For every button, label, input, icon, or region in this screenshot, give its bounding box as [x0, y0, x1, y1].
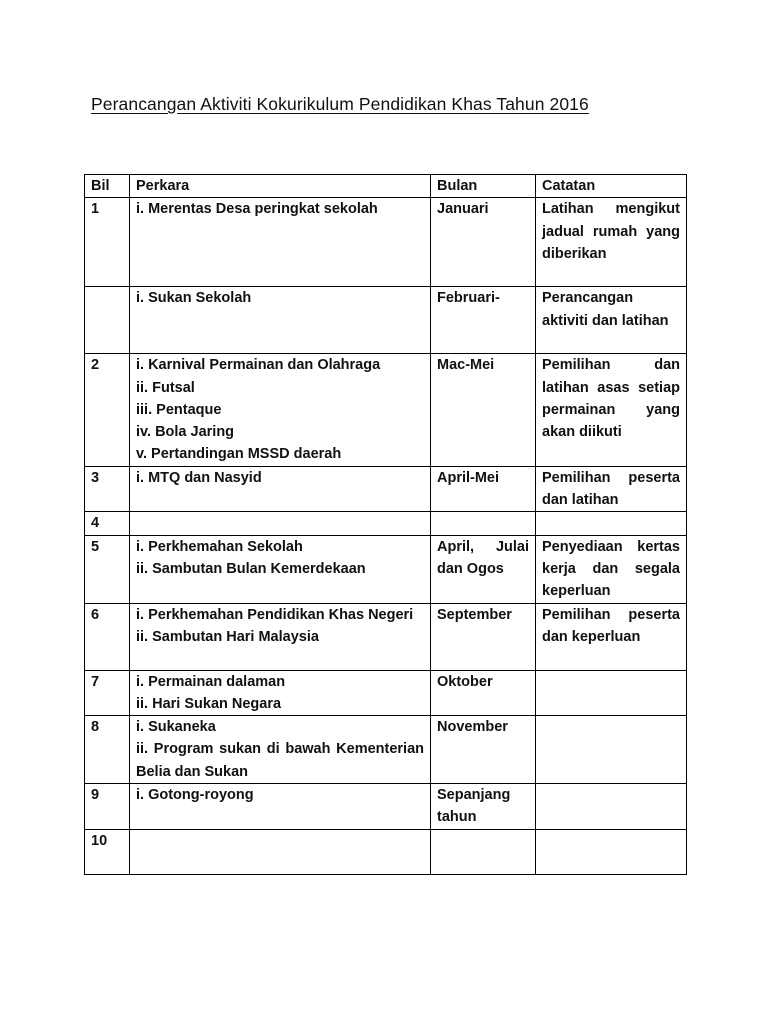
perkara-item: i. Sukan Sekolah [136, 290, 252, 307]
cell-bil: 5 [85, 535, 130, 603]
perkara-item: i. Gotong-royong [136, 787, 254, 804]
page-title: Perancangan Aktiviti Kokurikulum Pendidikan Khas Tahun 2016 [91, 94, 589, 114]
cell-bil: 7 [85, 670, 130, 716]
table-row [85, 784, 687, 830]
table-row [85, 466, 687, 512]
cell-bil: 1 [85, 198, 130, 287]
cell-catatan: Pemilihan peserta dan latihan [536, 466, 687, 512]
table-row [85, 670, 687, 716]
perkara-item: ii. Sambutan Bulan Kemerdekaan [136, 560, 366, 577]
perkara-item: ii. Futsal [136, 379, 195, 396]
perkara-item: i. Permainan dalaman [136, 673, 286, 690]
header-catatan: Catatan [536, 175, 687, 198]
perkara-item: ii. Sambutan Hari Malaysia [136, 628, 319, 645]
cell-catatan: Pemilihan dan latihan asas setiap permainan yang akan diikuti [536, 354, 687, 466]
cell-bulan: April-Mei [431, 466, 536, 512]
table-row [85, 603, 687, 670]
cell-catatan [536, 512, 687, 535]
cell-bulan [431, 512, 536, 535]
table-row [85, 535, 687, 603]
table-row [85, 287, 687, 354]
cell-bil: 3 [85, 466, 130, 512]
cell-bulan: Januari [431, 198, 536, 287]
cell-bil: 9 [85, 784, 130, 830]
table-header-row [85, 175, 687, 198]
cell-bil: 8 [85, 716, 130, 784]
cell-perkara [130, 466, 431, 512]
cell-catatan: Pemilihan peserta dan keperluan [536, 603, 687, 670]
cell-bil: 10 [85, 829, 130, 874]
cell-catatan: Perancangan aktiviti dan latihan [536, 287, 687, 354]
cell-perkara [130, 198, 431, 287]
perkara-item: i. Sukaneka [136, 719, 216, 736]
perkara-item: iv. Bola Jaring [136, 424, 235, 441]
cell-perkara [130, 603, 431, 670]
header-perkara: Perkara [130, 175, 431, 198]
activity-table [84, 174, 687, 875]
cell-bulan: Sepanjang tahun [431, 784, 536, 830]
cell-bil: 4 [85, 512, 130, 535]
cell-bulan: September [431, 603, 536, 670]
table-row [85, 829, 687, 874]
header-bulan: Bulan [431, 175, 536, 198]
cell-catatan: Penyediaan kertas kerja dan segala keperluan [536, 535, 687, 603]
cell-perkara [130, 784, 431, 830]
cell-perkara [130, 512, 431, 535]
perkara-item: i. Perkhemahan Pendidikan Khas Negeri [136, 606, 414, 623]
cell-bulan [431, 829, 536, 874]
table-row [85, 354, 687, 466]
cell-perkara [130, 829, 431, 874]
cell-bulan: Februari- [431, 287, 536, 354]
table-row [85, 198, 687, 287]
perkara-item: ii. Hari Sukan Negara [136, 695, 282, 712]
cell-perkara [130, 535, 431, 603]
cell-catatan [536, 670, 687, 716]
perkara-item: iii. Pentaque [136, 401, 222, 418]
cell-perkara [130, 287, 431, 354]
cell-bulan: November [431, 716, 536, 784]
cell-catatan [536, 784, 687, 830]
cell-perkara [130, 354, 431, 466]
cell-catatan [536, 829, 687, 874]
cell-perkara [130, 716, 431, 784]
perkara-item: i. Karnival Permainan dan Olahraga [136, 357, 381, 374]
perkara-item: v. Pertandingan MSSD daerah [136, 446, 342, 463]
cell-bulan: Mac-Mei [431, 354, 536, 466]
perkara-item: i. Merentas Desa peringkat sekolah [136, 201, 378, 218]
cell-bulan: April, Julai dan Ogos [431, 535, 536, 603]
perkara-item: ii. Program sukan di bawah Kementerian Belia dan Sukan [136, 741, 424, 780]
perkara-item: i. Perkhemahan Sekolah [136, 538, 303, 555]
cell-bulan: Oktober [431, 670, 536, 716]
cell-bil: 6 [85, 603, 130, 670]
table-row [85, 716, 687, 784]
cell-catatan: Latihan mengikut jadual rumah yang diberikan [536, 198, 687, 287]
cell-bil: 2 [85, 354, 130, 466]
perkara-item: i. MTQ dan Nasyid [136, 469, 262, 486]
header-bil: Bil [85, 175, 130, 198]
cell-bil [85, 287, 130, 354]
cell-perkara [130, 670, 431, 716]
table-row [85, 512, 687, 535]
cell-catatan [536, 716, 687, 784]
